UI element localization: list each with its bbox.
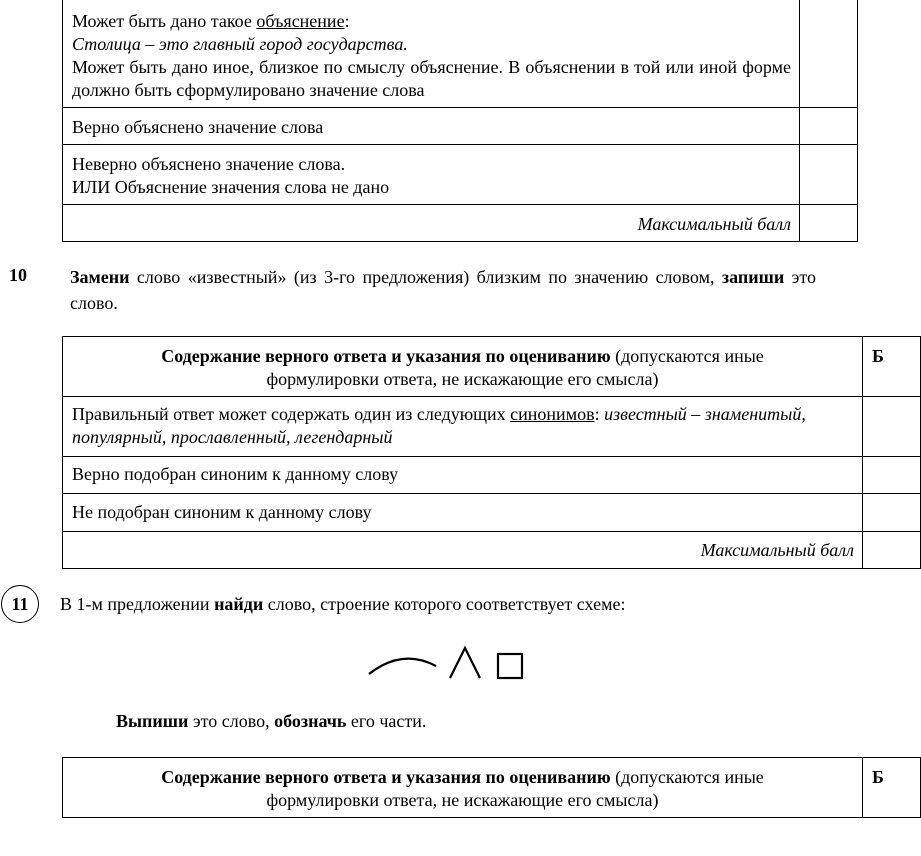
table-row [63,532,921,569]
root-icon [369,659,436,674]
criterion-correct: Верно объяснено значение слова [63,108,800,145]
criterion-wrong: Не подобран синоним к данному слову [63,494,863,532]
suffix-icon [450,648,480,678]
table-row [63,205,858,242]
table-row [63,494,921,532]
synonyms-term: синонимов [510,404,595,424]
question-11-text: В 1-м предложении найди слово, строение которого соответствует схеме: [60,594,626,614]
score-cell [863,397,921,457]
table-row [63,108,858,145]
score-cell [800,0,858,108]
max-score-label: Максимальный балл [63,205,800,242]
table-row [63,457,921,494]
explanation-cell: Может быть дано такое объяснение: Столица – это главный город государства. Может быть дано иное, близкое по смыслу объяснение. В объяснении в той или иной форме должно быть сформулировано значение слова [63,0,800,108]
table-header-row [63,758,921,818]
criteria-table-q9 [62,0,858,242]
synonyms-list: известный – знаменитый, популярный, прославленный, легендарный [72,404,806,447]
question-number-10: 10 [9,265,27,285]
score-cell [800,108,858,145]
question-11-instruction: Выпиши это слово, обозначь его части. [116,711,427,731]
score-cell [863,457,921,494]
explanation-note: Может быть дано иное, близкое по смыслу объяснение. В объяснении в той или иной форме должно быть сформулировано значение слова [72,57,791,100]
table-row [63,0,858,108]
criterion-correct: Верно подобран синоним к данному слову [63,457,863,494]
question-10-text: Замени слово «известный» (из 3-го предложения) близким по значению словом, запиши это слово. [70,267,817,313]
question-number-11: 11 [1,585,39,623]
explanation-intro: Может быть дано такое [72,11,257,31]
table-header: Содержание верного ответа и указания по оцениванию (допускаются иные формулировки ответа, не искажающие его смысла) [63,337,863,397]
answer-cell: Правильный ответ может содержать один из следующих синонимов: известный – знаменитый, популярный, прославленный, легендарный [63,397,863,457]
explanation-example: Столица – это главный город государства. [72,34,408,54]
table-row [63,397,921,457]
max-score-label: Максимальный балл [63,532,863,569]
criterion-wrong: Неверно объяснено значение слова. ИЛИ Объяснение значения слова не дано [63,145,800,205]
explanation-term: объяснение [256,11,345,31]
criteria-table-q10 [62,336,921,569]
score-header: Б [863,337,921,397]
score-cell [863,494,921,532]
table-row [63,145,858,205]
score-cell [800,205,858,242]
table-header: Содержание верного ответа и указания по оцениванию (допускаются иные формулировки ответа, не искажающие его смысла) [63,758,863,818]
ending-icon [498,654,522,678]
score-header: Б [863,758,921,818]
table-header-row [63,337,921,397]
criteria-table-q11 [62,757,921,818]
score-cell [863,532,921,569]
score-cell [800,145,858,205]
word-structure-scheme [364,640,534,684]
